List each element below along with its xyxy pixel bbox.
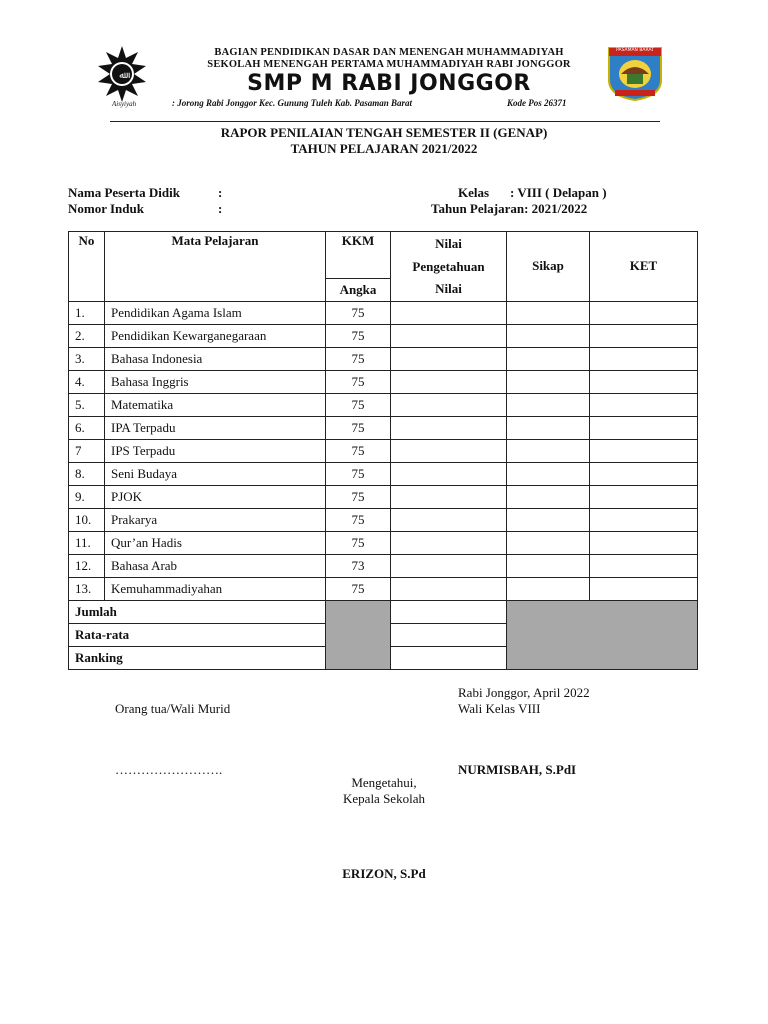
ranking-label: Ranking (69, 646, 326, 669)
acknowledged-label: Mengetahui, (351, 775, 417, 790)
row-remarks[interactable] (590, 439, 698, 462)
row-knowledge-score[interactable] (391, 439, 507, 462)
row-attitude[interactable] (507, 393, 590, 416)
row-kkm: 75 (326, 347, 391, 370)
total-score-cell[interactable] (391, 600, 507, 623)
logo-right-caption: PASAMAN BARAT (616, 48, 654, 53)
row-remarks[interactable] (590, 370, 698, 393)
row-number: 12. (69, 554, 105, 577)
row-number: 3. (69, 347, 105, 370)
col-header-nilai: Nilai (435, 236, 462, 251)
parent-signature-blank: ……………………. (115, 762, 223, 777)
row-knowledge-score[interactable] (391, 416, 507, 439)
average-score-cell[interactable] (391, 623, 507, 646)
row-knowledge-score[interactable] (391, 485, 507, 508)
total-label: Jumlah (69, 600, 326, 623)
principal-name: ERIZON, S.Pd (342, 866, 426, 881)
row-remarks[interactable] (590, 301, 698, 324)
row-remarks[interactable] (590, 324, 698, 347)
table-row (69, 416, 698, 439)
table-row (69, 508, 698, 531)
table-row (69, 324, 698, 347)
table-row (69, 370, 698, 393)
col-header-subject: Mata Pelajaran (105, 232, 326, 302)
col-header-ket: KET (590, 232, 698, 302)
principal-label: Kepala Sekolah (343, 791, 425, 806)
student-name-label: Nama Peserta Didik (68, 185, 180, 200)
ranking-cell[interactable] (391, 646, 507, 669)
student-id-colon: : (218, 201, 223, 216)
row-subject: Bahasa Inggris (105, 370, 326, 393)
header-divider (110, 121, 660, 122)
row-subject: Bahasa Indonesia (105, 347, 326, 370)
logo-left-caption: Aisyiyah (112, 100, 137, 108)
row-attitude[interactable] (507, 554, 590, 577)
row-remarks[interactable] (590, 416, 698, 439)
table-row (69, 439, 698, 462)
row-number: 8. (69, 462, 105, 485)
header-line-2: SEKOLAH MENENGAH PERTAMA MUHAMMADIYAH RABI JONGGOR (207, 59, 571, 70)
table-row (69, 347, 698, 370)
row-remarks[interactable] (590, 531, 698, 554)
col-header-no: No (69, 232, 105, 302)
row-knowledge-score[interactable] (391, 347, 507, 370)
row-remarks[interactable] (590, 462, 698, 485)
report-title: RAPOR PENILAIAN TENGAH SEMESTER II (GENAP) (220, 125, 548, 140)
row-kkm: 75 (326, 485, 391, 508)
muhammadiyah-logo (92, 44, 152, 110)
row-attitude[interactable] (507, 324, 590, 347)
row-attitude[interactable] (507, 370, 590, 393)
row-kkm: 73 (326, 554, 391, 577)
row-kkm: 75 (326, 462, 391, 485)
row-kkm: 75 (326, 324, 391, 347)
academic-year-label: Tahun Pelajaran: 2021/2022 (431, 201, 588, 216)
row-kkm: 75 (326, 416, 391, 439)
row-number: 10. (69, 508, 105, 531)
postal-code: Kode Pos 26371 (507, 98, 567, 108)
row-remarks[interactable] (590, 485, 698, 508)
row-knowledge-score[interactable] (391, 554, 507, 577)
place-date: Rabi Jonggor, April 2022 (458, 685, 590, 700)
row-kkm: 75 (326, 531, 391, 554)
kkm-summary-shaded (326, 600, 391, 669)
attitude-summary-shaded (507, 600, 698, 669)
row-attitude[interactable] (507, 508, 590, 531)
svg-text:ﷲ: ﷲ (119, 71, 125, 81)
row-attitude[interactable] (507, 577, 590, 600)
table-row (69, 531, 698, 554)
row-attitude[interactable] (507, 462, 590, 485)
table-row (69, 462, 698, 485)
row-number: 1. (69, 301, 105, 324)
homeroom-label: Wali Kelas VIII (458, 701, 541, 716)
row-attitude[interactable] (507, 531, 590, 554)
row-subject: Qur’an Hadis (105, 531, 326, 554)
col-subheader-nilai: Nilai (391, 278, 507, 301)
student-name-colon: : (218, 185, 223, 200)
row-subject: Bahasa Arab (105, 554, 326, 577)
row-number: 11. (69, 531, 105, 554)
row-subject: Kemuhammadiyahan (105, 577, 326, 600)
row-remarks[interactable] (590, 393, 698, 416)
header-line-1: BAGIAN PENDIDIKAN DASAR DAN MENENGAH MUHAMMADIYAH (214, 47, 564, 58)
row-number: 6. (69, 416, 105, 439)
row-knowledge-score[interactable] (391, 301, 507, 324)
row-number: 7 (69, 439, 105, 462)
class-label: Kelas (458, 185, 490, 200)
row-subject: Pendidikan Kewarganegaraan (105, 324, 326, 347)
row-kkm: 75 (326, 577, 391, 600)
row-subject: IPS Terpadu (105, 439, 326, 462)
row-kkm: 75 (326, 508, 391, 531)
row-kkm: 75 (326, 393, 391, 416)
table-row (69, 393, 698, 416)
col-header-sikap: Sikap (507, 232, 590, 302)
row-subject: Prakarya (105, 508, 326, 531)
row-remarks[interactable] (590, 508, 698, 531)
school-name: SMP M RABI JONGGOR (247, 71, 531, 96)
row-subject: Matematika (105, 393, 326, 416)
row-attitude[interactable] (507, 301, 590, 324)
row-subject: PJOK (105, 485, 326, 508)
report-year: TAHUN PELAJARAN 2021/2022 (290, 141, 478, 156)
row-remarks[interactable] (590, 577, 698, 600)
grades-table (68, 231, 698, 670)
row-number: 2. (69, 324, 105, 347)
row-subject: Seni Budaya (105, 462, 326, 485)
col-subheader-angka: Angka (326, 278, 391, 301)
table-row (69, 301, 698, 324)
row-knowledge-score[interactable] (391, 324, 507, 347)
row-remarks[interactable] (590, 554, 698, 577)
average-label: Rata-rata (69, 623, 326, 646)
row-number: 4. (69, 370, 105, 393)
table-row (69, 577, 698, 600)
row-subject: IPA Terpadu (105, 416, 326, 439)
row-number: 9. (69, 485, 105, 508)
parent-label: Orang tua/Wali Murid (115, 701, 231, 716)
table-row (69, 485, 698, 508)
homeroom-teacher-name: NURMISBAH, S.PdI (458, 762, 577, 777)
col-header-kkm: KKM (326, 232, 391, 279)
student-id-label: Nomor Induk (68, 201, 144, 216)
row-attitude[interactable] (507, 439, 590, 462)
row-knowledge-score[interactable] (391, 370, 507, 393)
row-kkm: 75 (326, 439, 391, 462)
row-attitude[interactable] (507, 485, 590, 508)
row-remarks[interactable] (590, 347, 698, 370)
school-address: : Jorong Rabi Jonggor Kec. Gunung Tuleh Kab. Pasaman Barat (172, 98, 412, 108)
row-attitude[interactable] (507, 416, 590, 439)
row-kkm: 75 (326, 370, 391, 393)
col-header-nilai-pengetahuan (391, 232, 507, 279)
col-header-pengetahuan: Pengetahuan (412, 259, 485, 274)
row-number: 5. (69, 393, 105, 416)
row-number: 13. (69, 577, 105, 600)
row-knowledge-score[interactable] (391, 393, 507, 416)
row-knowledge-score[interactable] (391, 531, 507, 554)
table-row (69, 554, 698, 577)
row-knowledge-score[interactable] (391, 462, 507, 485)
row-subject: Pendidikan Agama Islam (105, 301, 326, 324)
row-knowledge-score[interactable] (391, 508, 507, 531)
row-attitude[interactable] (507, 347, 590, 370)
class-value: : VIII ( Delapan ) (510, 185, 607, 200)
row-kkm: 75 (326, 301, 391, 324)
row-knowledge-score[interactable] (391, 577, 507, 600)
